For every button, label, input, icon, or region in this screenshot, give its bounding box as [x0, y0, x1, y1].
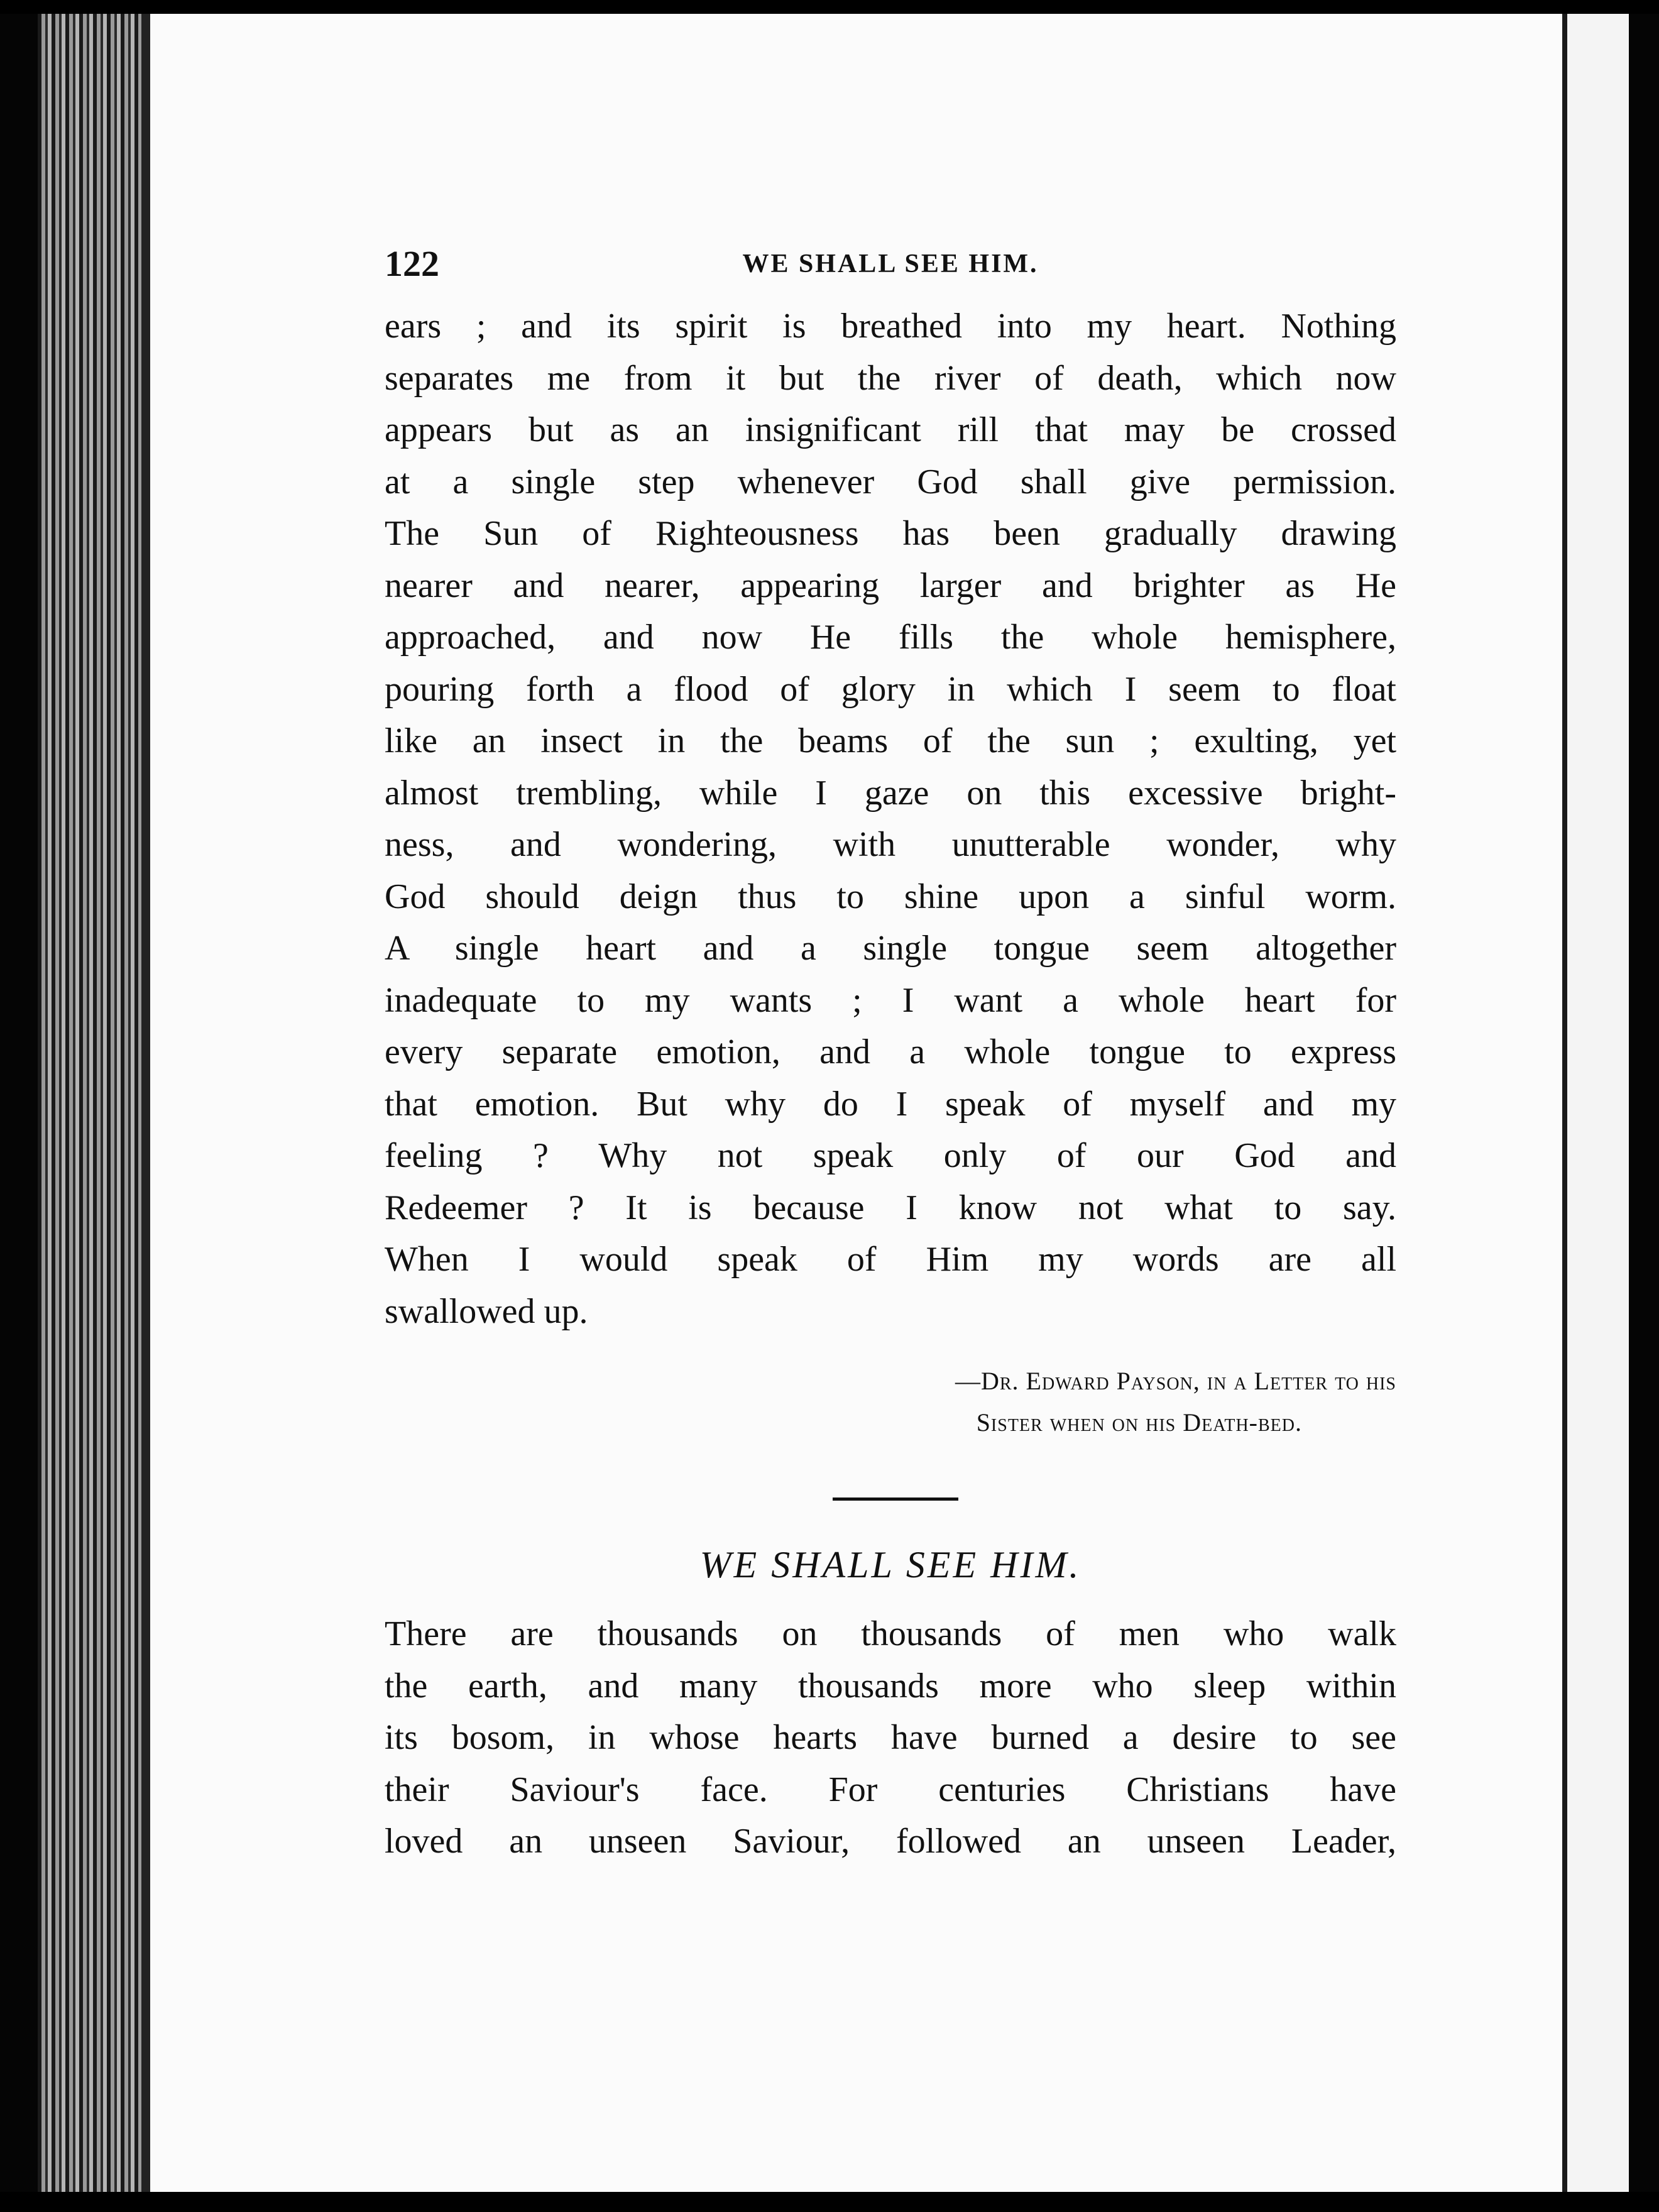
text-line: that emotion. But why do I speak of myself and my [385, 1084, 1396, 1124]
text-line: almost trembling, while I gaze on this excessive bright- [385, 773, 1396, 813]
page-number: 122 [385, 243, 439, 284]
facing-page-strip [1567, 14, 1629, 2192]
book-page-edges [38, 0, 151, 2212]
text-line: approached, and now He fills the whole hemisphere, [385, 618, 1396, 657]
scan-border-bottom [0, 2192, 1659, 2212]
attribution [566, 1361, 1396, 1443]
text-line: separates me from it but the river of death, which now [385, 358, 1396, 398]
text-line: appears but as an insignificant rill that may be crossed [385, 410, 1396, 449]
scan-border-left [0, 0, 38, 2212]
text-line: its bosom, in whose hearts have burned a desire to see [385, 1718, 1396, 1757]
text-line: Redeemer ? It is because I know not what to say. [385, 1188, 1396, 1227]
text-line: pouring forth a flood of glory in which I seem to float [385, 669, 1396, 709]
text-line: When I would speak of Him my words are all [385, 1240, 1396, 1279]
section-divider [833, 1497, 958, 1501]
running-head [385, 236, 1396, 292]
body-paragraph-2 [385, 1608, 1396, 1868]
book-gutter [1562, 14, 1567, 2192]
text-line: nearer and nearer, appearing larger and brighter as He [385, 566, 1396, 605]
text-line: A single heart and a single tongue seem altogether [385, 929, 1396, 968]
scan-border-right [1629, 0, 1659, 2212]
text-line: feeling ? Why not speak only of our God and [385, 1136, 1396, 1175]
body-paragraph-1 [385, 300, 1396, 1337]
text-line: inadequate to my wants ; I want a whole heart for [385, 980, 1396, 1020]
text-line: like an insect in the beams of the sun ; exulting, yet [385, 721, 1396, 760]
scan-border-top [0, 0, 1659, 14]
text-line: their Saviour's face. For centuries Christians have [385, 1770, 1396, 1809]
text-line: God should deign thus to shine upon a sinful worm. [385, 877, 1396, 916]
section-title: WE SHALL SEE HIM. [699, 1544, 1081, 1585]
text-line: ness, and wondering, with unutterable wonder, why [385, 825, 1396, 864]
text-line: ears ; and its spirit is breathed into my heart. Nothing [385, 307, 1396, 346]
attribution-line: Sister when on his Death-bed. [976, 1408, 1302, 1437]
attribution-line: —Dr. Edward Payson, in a Letter to his [955, 1367, 1396, 1395]
running-title: WE SHALL SEE HIM. [742, 249, 1039, 278]
text-line: loved an unseen Saviour, followed an unseen Leader, [385, 1822, 1396, 1861]
text-line: at a single step whenever God shall give permission. [385, 462, 1396, 501]
text-line: The Sun of Righteousness has been gradually drawing [385, 514, 1396, 553]
page-edge-shadow [141, 0, 150, 2212]
text-line: There are thousands on thousands of men who walk [385, 1614, 1396, 1653]
text-line: swallowed up. [385, 1291, 588, 1331]
text-line: the earth, and many thousands more who sleep within [385, 1666, 1396, 1706]
text-line: every separate emotion, and a whole tongue to express [385, 1032, 1396, 1071]
